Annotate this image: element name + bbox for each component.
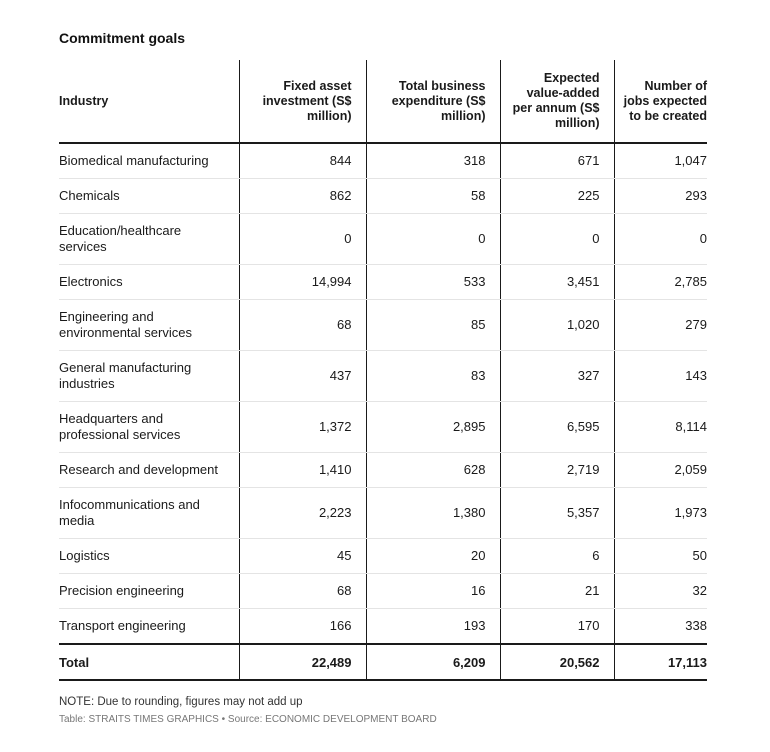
table-row [59, 539, 707, 574]
jobs-cell: 1,973 [614, 488, 707, 539]
fixed-asset-cell: 1,372 [239, 402, 366, 453]
table-row [59, 402, 707, 453]
table-body [59, 143, 707, 644]
business-expenditure-cell: 83 [366, 351, 500, 402]
jobs-cell: 32 [614, 574, 707, 609]
jobs-cell: 1,047 [614, 143, 707, 179]
jobs-cell: 338 [614, 609, 707, 645]
jobs-cell: 2,785 [614, 265, 707, 300]
table-row [59, 574, 707, 609]
table-row [59, 609, 707, 645]
source-credit: Table: STRAITS TIMES GRAPHICS • Source: ECONOMIC DEVELOPMENT BOARD [59, 714, 437, 725]
jobs-cell: 0 [614, 214, 707, 265]
jobs-cell: 293 [614, 179, 707, 214]
business-expenditure-cell: 318 [366, 143, 500, 179]
header-row [59, 60, 707, 143]
industry-cell: Education/healthcare services [59, 214, 239, 265]
value-added-cell: 3,451 [500, 265, 614, 300]
value-added-cell: 21 [500, 574, 614, 609]
business-expenditure-cell: 85 [366, 300, 500, 351]
table-row [59, 351, 707, 402]
table-row [59, 143, 707, 179]
fixed-asset-cell: 68 [239, 574, 366, 609]
fixed-asset-cell: 437 [239, 351, 366, 402]
industry-cell: Headquarters and professional services [59, 402, 239, 453]
business-expenditure-cell: 16 [366, 574, 500, 609]
total-fixed-asset: 22,489 [239, 644, 366, 680]
total-jobs: 17,113 [614, 644, 707, 680]
jobs-cell: 8,114 [614, 402, 707, 453]
table-row [59, 453, 707, 488]
value-added-cell: 6,595 [500, 402, 614, 453]
value-added-cell: 225 [500, 179, 614, 214]
fixed-asset-cell: 844 [239, 143, 366, 179]
value-added-cell: 0 [500, 214, 614, 265]
header-fixed-asset: Fixed asset investment (S$ million) [239, 60, 366, 143]
industry-cell: Engineering and environmental services [59, 300, 239, 351]
industry-cell: Research and development [59, 453, 239, 488]
table-title: Commitment goals [59, 30, 186, 46]
value-added-cell: 327 [500, 351, 614, 402]
header-industry: Industry [59, 60, 239, 143]
table-row [59, 214, 707, 265]
industry-cell: Infocommunications and media [59, 488, 239, 539]
industry-cell: General manufacturing industries [59, 351, 239, 402]
business-expenditure-cell: 1,380 [366, 488, 500, 539]
fixed-asset-cell: 166 [239, 609, 366, 645]
total-row [59, 644, 707, 680]
value-added-cell: 6 [500, 539, 614, 574]
jobs-cell: 143 [614, 351, 707, 402]
industry-cell: Chemicals [59, 179, 239, 214]
fixed-asset-cell: 0 [239, 214, 366, 265]
business-expenditure-cell: 58 [366, 179, 500, 214]
value-added-cell: 170 [500, 609, 614, 645]
table-row [59, 265, 707, 300]
total-business-expenditure: 6,209 [366, 644, 500, 680]
business-expenditure-cell: 533 [366, 265, 500, 300]
commitment-goals-table [59, 60, 707, 681]
business-expenditure-cell: 20 [366, 539, 500, 574]
fixed-asset-cell: 862 [239, 179, 366, 214]
business-expenditure-cell: 0 [366, 214, 500, 265]
jobs-cell: 279 [614, 300, 707, 351]
jobs-cell: 50 [614, 539, 707, 574]
header-jobs: Number of jobs expected to be created [614, 60, 707, 143]
industry-cell: Precision engineering [59, 574, 239, 609]
header-value-added: Expected value-added per annum (S$ million) [500, 60, 614, 143]
rounding-note: NOTE: Due to rounding, figures may not add up [59, 696, 303, 708]
value-added-cell: 5,357 [500, 488, 614, 539]
business-expenditure-cell: 2,895 [366, 402, 500, 453]
industry-cell: Logistics [59, 539, 239, 574]
business-expenditure-cell: 628 [366, 453, 500, 488]
industry-cell: Biomedical manufacturing [59, 143, 239, 179]
value-added-cell: 671 [500, 143, 614, 179]
table-row [59, 488, 707, 539]
table-row [59, 179, 707, 214]
total-label: Total [59, 644, 239, 680]
fixed-asset-cell: 45 [239, 539, 366, 574]
industry-cell: Transport engineering [59, 609, 239, 645]
value-added-cell: 2,719 [500, 453, 614, 488]
fixed-asset-cell: 1,410 [239, 453, 366, 488]
business-expenditure-cell: 193 [366, 609, 500, 645]
fixed-asset-cell: 68 [239, 300, 366, 351]
fixed-asset-cell: 14,994 [239, 265, 366, 300]
jobs-cell: 2,059 [614, 453, 707, 488]
industry-cell: Electronics [59, 265, 239, 300]
fixed-asset-cell: 2,223 [239, 488, 366, 539]
table-row [59, 300, 707, 351]
header-business-expenditure: Total business expenditure (S$ million) [366, 60, 500, 143]
total-value-added: 20,562 [500, 644, 614, 680]
value-added-cell: 1,020 [500, 300, 614, 351]
